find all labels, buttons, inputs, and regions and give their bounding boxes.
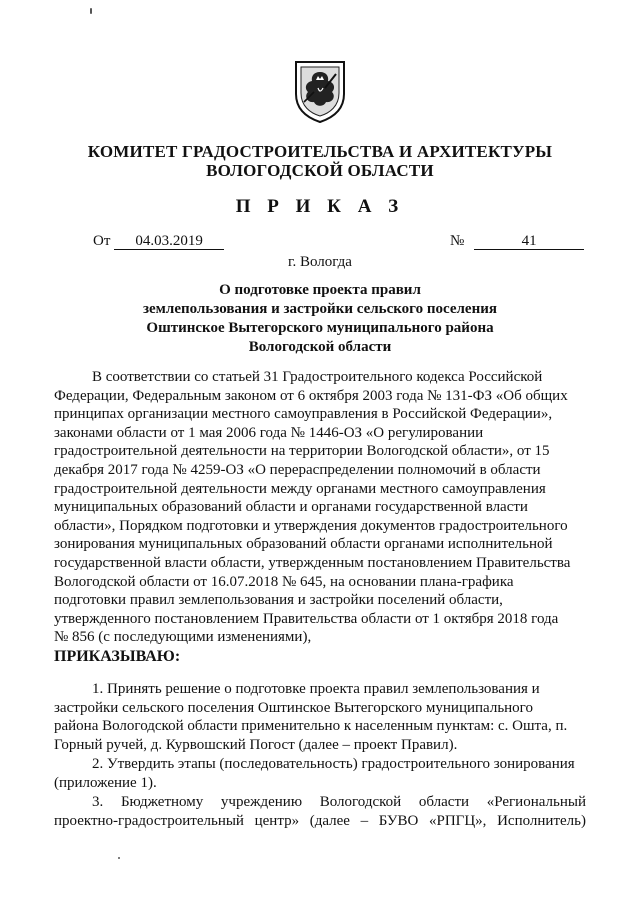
- text-line: законами области от 1 мая 2006 года № 1446-ОЗ «О регулировании: [54, 424, 484, 441]
- text-line: (приложение 1).: [54, 774, 157, 791]
- text-line: области», Порядком подготовки и утверждения документов градостроительного: [54, 517, 568, 534]
- number-field: [450, 233, 584, 250]
- subject-line: Вологодской области: [248, 339, 392, 355]
- text-line: проектно-градостроительный центр» (далее – БУВО «РПГЦ», Исполнитель): [54, 812, 586, 829]
- text-line: 1. Принять решение о подготовке проекта правил землепользования и: [92, 681, 540, 697]
- scan-mark: [90, 8, 92, 14]
- date-label: От: [93, 233, 111, 249]
- date-value: 04.03.2019: [114, 234, 224, 250]
- text-line: градостроительной деятельности между органами местного самоуправления: [54, 480, 546, 497]
- text-line: подготовки правил землепользования и застройки поселений области,: [54, 592, 503, 609]
- text-line: № 856 (с последующими изменениями),: [54, 629, 312, 646]
- text-line: В соответствии со статьей 31 Градостроительного кодекса Российской: [92, 369, 543, 385]
- text-line: района Вологодской области применительно к населенным пунктам: с. Ошта, п.: [54, 718, 568, 735]
- text-line: 3. Бюджетному учреждению Вологодской области «Региональный: [92, 794, 586, 810]
- text-line: 2. Утвердить этапы (последовательность) градостроительного зонирования: [92, 756, 575, 772]
- subject-line: землепользования и застройки сельского поселения: [143, 301, 497, 317]
- text-line: Горный ручей, д. Курвошский Погост (далее – проект Правил).: [54, 736, 458, 753]
- text-line: застройки сельского поселения Оштинское Вытегорского муниципального: [54, 699, 533, 716]
- text-line: декабря 2017 года № 4259-ОЗ «О перераспределении полномочий в области: [54, 461, 541, 478]
- order-item-1: [54, 680, 586, 754]
- text-line: Федерации, Федеральным законом от 6 октября 2003 года № 131-ФЗ «Об общих: [54, 387, 568, 404]
- scan-mark: [118, 857, 120, 859]
- text-line: зонирования муниципальных образований области органами исполнительной: [54, 536, 553, 553]
- subject-line: О подготовке проекта правил: [219, 282, 421, 298]
- org-title-line2: ВОЛОГОДСКОЙ ОБЛАСТИ: [206, 161, 434, 180]
- order-item-2: [54, 755, 586, 792]
- order-word: ПРИКАЗЫВАЮ:: [54, 648, 181, 665]
- text-line: градостроительной деятельности на территории Вологодской области», от 15: [54, 443, 550, 460]
- text-line: утвержденного постановлением Правительства области от 1 октября 2018 года: [54, 610, 559, 627]
- city: г. Вологда: [288, 254, 352, 270]
- text-line: принципах организации местного самоуправления в Российской Федерации»,: [54, 406, 553, 423]
- order-item-3: [54, 793, 586, 830]
- text-line: Вологодской области от 16.07.2018 № 645, на основании плана-графика: [54, 573, 514, 590]
- number-label: №: [450, 233, 465, 249]
- subject-line: Оштинское Вытегорского муниципального района: [146, 320, 494, 336]
- date-field: [93, 233, 224, 250]
- number-value: 41: [474, 234, 584, 250]
- text-line: государственной власти области, утвержденным постановлением Правительства: [54, 554, 571, 571]
- document-type-title: П Р И К А З: [235, 196, 405, 217]
- coat-of-arms-icon: [292, 58, 348, 124]
- org-title-line1: КОМИТЕТ ГРАДОСТРОИТЕЛЬСТВА И АРХИТЕКТУРЫ: [87, 142, 553, 161]
- text-line: муниципальных образований области и органами государственной власти: [54, 499, 528, 516]
- preamble-paragraph: [54, 368, 586, 647]
